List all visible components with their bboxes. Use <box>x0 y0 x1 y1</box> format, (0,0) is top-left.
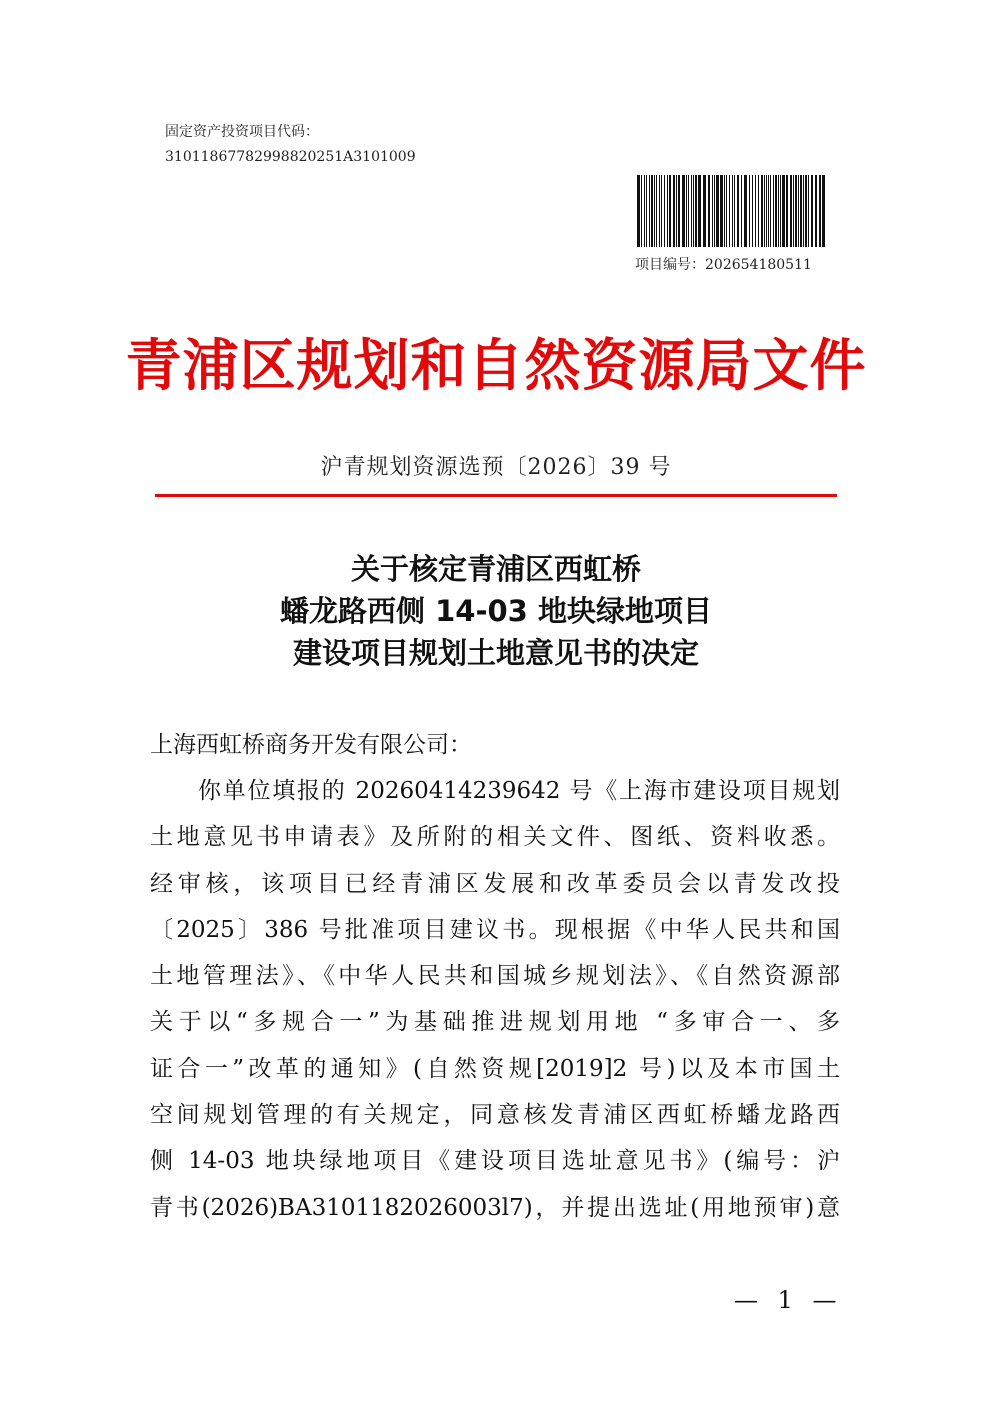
page-number: — 1 — <box>734 1286 843 1314</box>
recipient: 上海西虹桥商务开发有限公司： <box>150 732 472 758</box>
body-line: 青书(2026)BA3101182026003l7)，并提出选址(用地预审)意 <box>150 1194 840 1221</box>
body-line: 证合一”改革的通知》(自然资规[2019]2 号)以及本市国土 <box>150 1055 840 1082</box>
document-number: 沪青规划资源选预〔2026〕39 号 <box>320 455 672 480</box>
body-line: 经审核，该项目已经青浦区发展和改革委员会以青发改投 <box>150 870 840 897</box>
body-line: 关于以“多规合一”为基础推进规划用地 “多审合一、多 <box>150 1009 840 1036</box>
investment-code-block <box>165 120 416 170</box>
investment-code-label: 固定资产投资项目代码： <box>165 124 319 140</box>
investment-code-value: 31011867782998820251A3101009 <box>165 149 416 165</box>
subject-line: 建设项目规划土地意见书的决定 <box>292 636 699 670</box>
body-text <box>150 768 840 1231</box>
body-line: 空间规划管理的有关规定，同意核发青浦区西虹桥蟠龙路西 <box>150 1102 840 1129</box>
body-line: 你单位填报的 20260414239642 号《上海市建设项目规划 <box>198 778 840 804</box>
red-divider <box>155 494 837 497</box>
subject-line: 关于核定青浦区西虹桥 <box>350 552 641 586</box>
subject-line: 蟠龙路西侧 14-03 地块绿地项目 <box>280 594 712 628</box>
body-line: 土地管理法》、《中华人民共和国城乡规划法》、《自然资源部 <box>150 963 840 990</box>
body-line: 〔2025〕386 号批准项目建议书。现根据《中华人民共和国 <box>150 916 840 943</box>
body-line: 侧 14-03 地块绿地项目《建设项目选址意见书》(编号：沪 <box>150 1148 840 1175</box>
document-subject <box>0 548 992 674</box>
agency-title: 青浦区规划和自然资源局文件 <box>125 334 867 399</box>
barcode-icon <box>637 175 827 247</box>
project-number: 项目编号：202654180511 <box>635 257 812 273</box>
body-line: 土地意见书申请表》及所附的相关文件、图纸、资料收悉。 <box>150 824 840 851</box>
